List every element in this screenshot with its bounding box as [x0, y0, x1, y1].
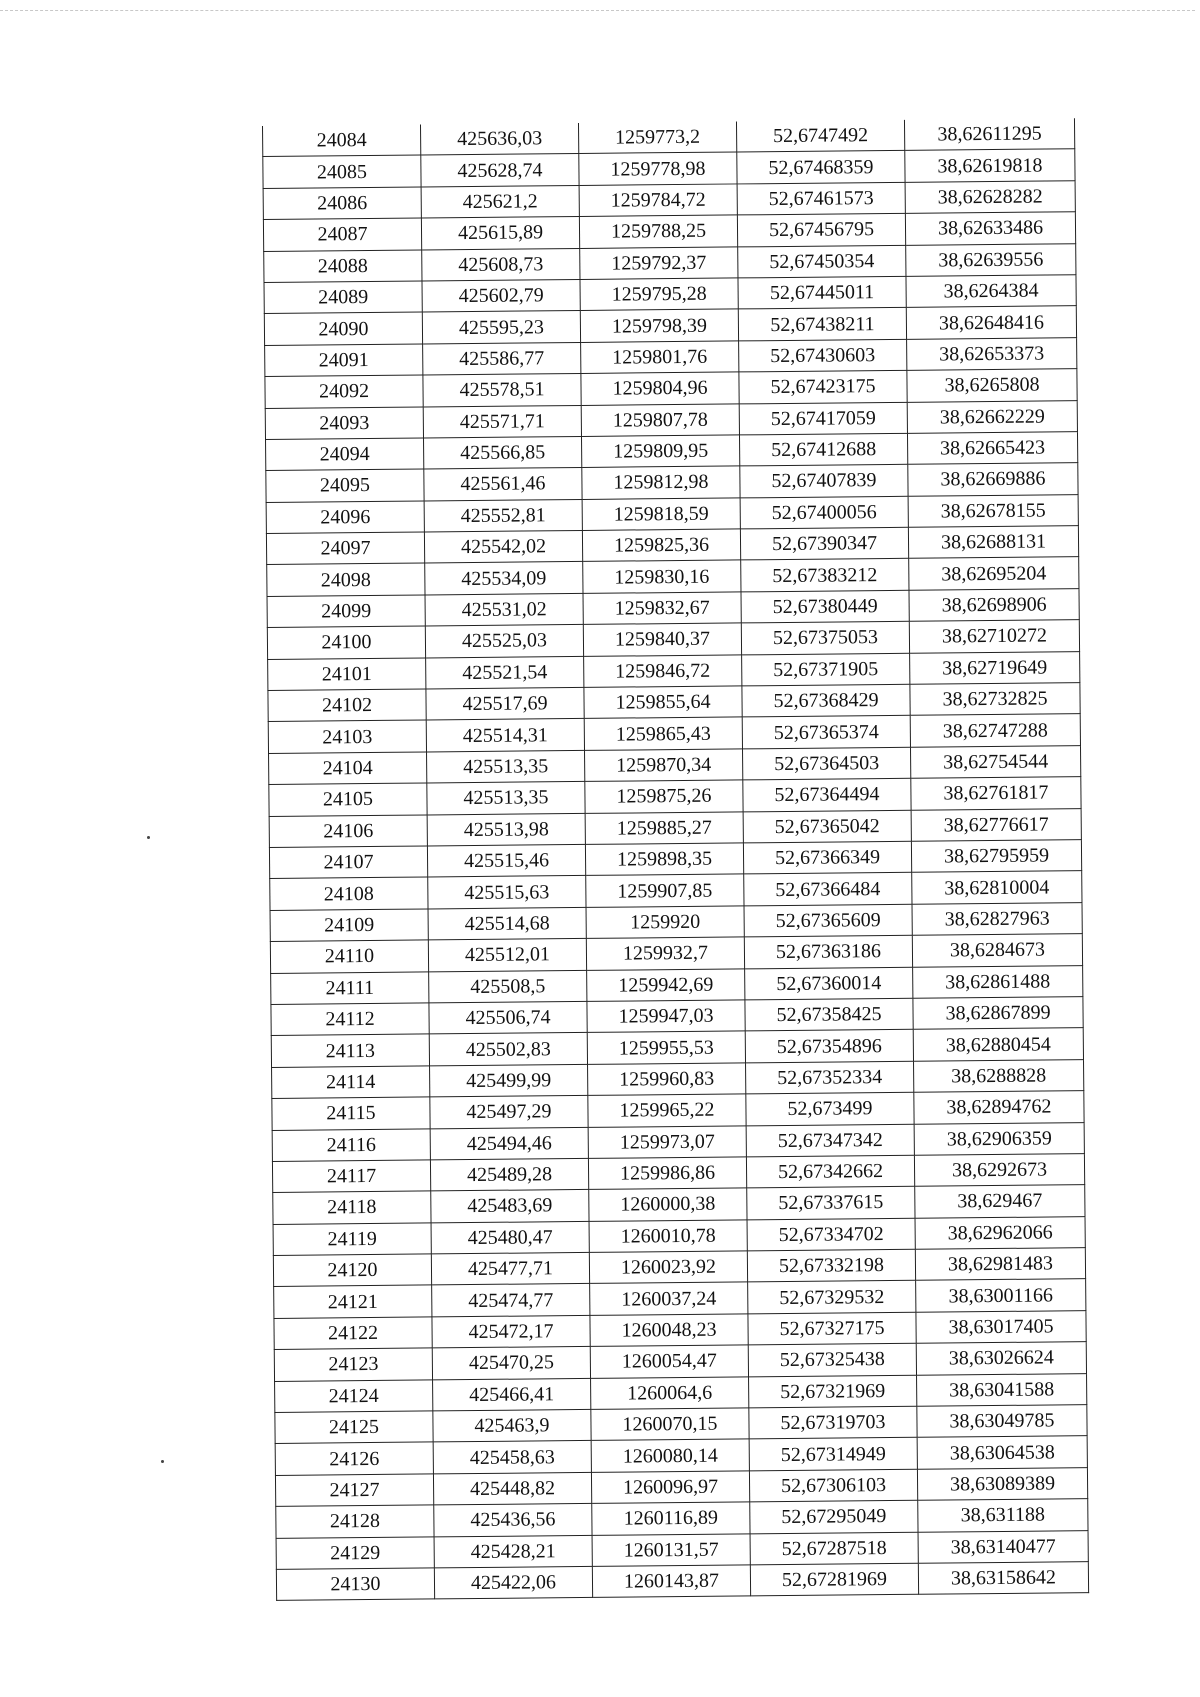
- point-number-cell: 24116: [272, 1128, 430, 1161]
- longitude-cell: 38,62665423: [907, 432, 1077, 465]
- latitude-cell: 52,67281969: [750, 1563, 918, 1596]
- point-number-cell: 24103: [268, 720, 426, 753]
- longitude-cell: 38,62633486: [905, 212, 1075, 245]
- point-number-cell: 24104: [269, 752, 427, 785]
- latitude-cell: 52,67287518: [750, 1532, 918, 1565]
- y-coordinate-cell: 1259788,25: [579, 215, 737, 248]
- longitude-cell: 38,62669886: [908, 463, 1078, 496]
- x-coordinate-cell: 425615,89: [421, 217, 579, 250]
- point-number-cell: 24097: [266, 532, 424, 565]
- x-coordinate-cell: 425477,71: [431, 1252, 589, 1285]
- x-coordinate-cell: 425525,03: [425, 625, 583, 658]
- x-coordinate-cell: 425508,5: [429, 970, 587, 1003]
- point-number-cell: 24089: [264, 281, 422, 314]
- y-coordinate-cell: 1260048,23: [590, 1314, 748, 1347]
- x-coordinate-cell: 425521,54: [426, 656, 584, 689]
- y-coordinate-cell: 1259865,43: [584, 717, 742, 750]
- longitude-cell: 38,63017405: [916, 1310, 1086, 1343]
- y-coordinate-cell: 1260131,57: [592, 1533, 750, 1566]
- point-number-cell: 24095: [266, 469, 424, 502]
- point-number-cell: 24110: [270, 940, 428, 973]
- point-number-cell: 24084: [262, 124, 420, 156]
- x-coordinate-cell: 425514,68: [428, 907, 586, 940]
- y-coordinate-cell: 1260010,78: [589, 1220, 747, 1253]
- y-coordinate-cell: 1259830,16: [583, 560, 741, 593]
- x-coordinate-cell: 425513,35: [427, 750, 585, 783]
- point-number-cell: 24102: [268, 689, 426, 722]
- y-coordinate-cell: 1259798,39: [580, 309, 738, 342]
- y-coordinate-cell: 1259807,78: [581, 403, 739, 436]
- point-number-cell: 24119: [273, 1223, 431, 1256]
- latitude-cell: 52,67358425: [745, 998, 913, 1031]
- longitude-cell: 38,63041588: [917, 1373, 1087, 1406]
- y-coordinate-cell: 1259965,22: [588, 1094, 746, 1127]
- point-number-cell: 24120: [273, 1254, 431, 1287]
- point-number-cell: 24113: [271, 1034, 429, 1067]
- latitude-cell: 52,67329532: [748, 1281, 916, 1314]
- longitude-cell: 38,62611295: [904, 118, 1074, 151]
- longitude-cell: 38,631188: [918, 1499, 1088, 1532]
- x-coordinate-cell: 425621,2: [421, 185, 579, 218]
- latitude-cell: 52,67445011: [738, 276, 906, 309]
- point-number-cell: 24091: [265, 344, 423, 377]
- longitude-cell: 38,63001166: [916, 1279, 1086, 1312]
- x-coordinate-cell: 425480,47: [431, 1221, 589, 1254]
- latitude-cell: 52,67383212: [741, 559, 909, 592]
- longitude-cell: 38,62880454: [913, 1028, 1083, 1061]
- y-coordinate-cell: 1259973,07: [588, 1125, 746, 1158]
- latitude-cell: 52,673499: [746, 1092, 914, 1125]
- point-number-cell: 24124: [275, 1380, 433, 1413]
- latitude-cell: 52,67327175: [748, 1312, 916, 1345]
- y-coordinate-cell: 1260037,24: [590, 1282, 748, 1315]
- point-number-cell: 24130: [276, 1568, 434, 1601]
- point-number-cell: 24125: [275, 1411, 433, 1444]
- latitude-cell: 52,6747492: [736, 120, 904, 153]
- latitude-cell: 52,67365609: [744, 904, 912, 937]
- x-coordinate-cell: 425422,06: [434, 1566, 592, 1599]
- longitude-cell: 38,6284673: [912, 934, 1082, 967]
- latitude-cell: 52,67342662: [746, 1155, 914, 1188]
- longitude-cell: 38,62761817: [911, 777, 1081, 810]
- longitude-cell: 38,62732825: [910, 683, 1080, 716]
- y-coordinate-cell: 1259809,95: [581, 435, 739, 468]
- x-coordinate-cell: 425552,81: [424, 499, 582, 532]
- scan-edge-line: [0, 10, 1195, 11]
- latitude-cell: 52,67295049: [750, 1500, 918, 1533]
- x-coordinate-cell: 425586,77: [423, 342, 581, 375]
- x-coordinate-cell: 425608,73: [422, 248, 580, 281]
- point-number-cell: 24115: [272, 1097, 430, 1130]
- longitude-cell: 38,62619818: [905, 149, 1075, 182]
- latitude-cell: 52,67306103: [749, 1469, 917, 1502]
- latitude-cell: 52,67371905: [742, 653, 910, 686]
- point-number-cell: 24112: [271, 1003, 429, 1036]
- latitude-cell: 52,67366349: [743, 841, 911, 874]
- latitude-cell: 52,67319703: [749, 1406, 917, 1439]
- x-coordinate-cell: 425497,29: [430, 1096, 588, 1129]
- x-coordinate-cell: 425517,69: [426, 687, 584, 720]
- latitude-cell: 52,67334702: [747, 1218, 915, 1251]
- longitude-cell: 38,62698906: [909, 589, 1079, 622]
- point-number-cell: 24094: [266, 438, 424, 471]
- x-coordinate-cell: 425595,23: [422, 311, 580, 344]
- x-coordinate-cell: 425436,56: [434, 1504, 592, 1537]
- y-coordinate-cell: 1259960,83: [588, 1063, 746, 1096]
- longitude-cell: 38,63064538: [917, 1436, 1087, 1469]
- y-coordinate-cell: 1259825,36: [582, 529, 740, 562]
- x-coordinate-cell: 425463,9: [433, 1409, 591, 1442]
- latitude-cell: 52,67365374: [742, 716, 910, 749]
- point-number-cell: 24086: [263, 187, 421, 220]
- longitude-cell: 38,62695204: [909, 557, 1079, 590]
- point-number-cell: 24108: [270, 877, 428, 910]
- longitude-cell: 38,63049785: [917, 1405, 1087, 1438]
- longitude-cell: 38,629467: [915, 1185, 1085, 1218]
- longitude-cell: 38,63140477: [918, 1530, 1088, 1563]
- point-number-cell: 24128: [276, 1505, 434, 1538]
- point-number-cell: 24100: [267, 626, 425, 659]
- y-coordinate-cell: 1259773,2: [578, 121, 736, 153]
- y-coordinate-cell: 1259898,35: [585, 843, 743, 876]
- x-coordinate-cell: 425499,99: [430, 1064, 588, 1097]
- longitude-cell: 38,6265808: [907, 369, 1077, 402]
- y-coordinate-cell: 1260070,15: [591, 1408, 749, 1441]
- point-number-cell: 24126: [275, 1442, 433, 1475]
- x-coordinate-cell: 425502,83: [429, 1033, 587, 1066]
- y-coordinate-cell: 1259947,03: [587, 1000, 745, 1033]
- y-coordinate-cell: 1259792,37: [580, 247, 738, 280]
- x-coordinate-cell: 425561,46: [424, 468, 582, 501]
- point-number-cell: 24087: [263, 218, 421, 251]
- latitude-cell: 52,67360014: [745, 967, 913, 1000]
- y-coordinate-cell: 1259875,26: [585, 780, 743, 813]
- table-row: [276, 1562, 1088, 1601]
- latitude-cell: 52,67332198: [747, 1249, 915, 1282]
- y-coordinate-cell: 1259832,67: [583, 592, 741, 625]
- latitude-cell: 52,67407839: [740, 465, 908, 498]
- point-number-cell: 24088: [264, 250, 422, 283]
- longitude-cell: 38,62754544: [910, 745, 1080, 778]
- x-coordinate-cell: 425566,85: [424, 436, 582, 469]
- longitude-cell: 38,62678155: [908, 494, 1078, 527]
- longitude-cell: 38,62648416: [906, 306, 1076, 339]
- y-coordinate-cell: 1259907,85: [586, 874, 744, 907]
- x-coordinate-cell: 425474,77: [432, 1284, 590, 1317]
- x-coordinate-cell: 425602,79: [422, 279, 580, 312]
- y-coordinate-cell: 1260096,97: [591, 1471, 749, 1504]
- latitude-cell: 52,67412688: [739, 433, 907, 466]
- coordinates-table-body: [262, 118, 1088, 1601]
- latitude-cell: 52,67368429: [742, 684, 910, 717]
- longitude-cell: 38,62962066: [915, 1216, 1085, 1249]
- latitude-cell: 52,67337615: [747, 1187, 915, 1220]
- y-coordinate-cell: 1259784,72: [579, 184, 737, 217]
- x-coordinate-cell: 425470,25: [432, 1347, 590, 1380]
- latitude-cell: 52,67438211: [738, 308, 906, 341]
- point-number-cell: 24129: [276, 1536, 434, 1569]
- point-number-cell: 24121: [274, 1285, 432, 1318]
- latitude-cell: 52,67347342: [746, 1124, 914, 1157]
- longitude-cell: 38,62639556: [906, 243, 1076, 276]
- longitude-cell: 38,6264384: [906, 275, 1076, 308]
- x-coordinate-cell: 425458,63: [433, 1441, 591, 1474]
- longitude-cell: 38,62894762: [914, 1091, 1084, 1124]
- point-number-cell: 24122: [274, 1317, 432, 1350]
- x-coordinate-cell: 425494,46: [430, 1127, 588, 1160]
- y-coordinate-cell: 1259840,37: [583, 623, 741, 656]
- x-coordinate-cell: 425534,09: [425, 562, 583, 595]
- y-coordinate-cell: 1259778,98: [579, 152, 737, 185]
- longitude-cell: 38,62710272: [909, 620, 1079, 653]
- x-coordinate-cell: 425514,31: [426, 719, 584, 752]
- y-coordinate-cell: 1259986,86: [588, 1157, 746, 1190]
- longitude-cell: 38,62653373: [907, 337, 1077, 370]
- point-number-cell: 24109: [270, 909, 428, 942]
- x-coordinate-cell: 425531,02: [425, 593, 583, 626]
- y-coordinate-cell: 1259804,96: [581, 372, 739, 405]
- longitude-cell: 38,62628282: [905, 180, 1075, 213]
- point-number-cell: 24085: [263, 155, 421, 188]
- x-coordinate-cell: 425571,71: [423, 405, 581, 438]
- longitude-cell: 38,62981483: [915, 1248, 1085, 1281]
- x-coordinate-cell: 425515,63: [428, 876, 586, 909]
- y-coordinate-cell: 1260080,14: [591, 1439, 749, 1472]
- latitude-cell: 52,67417059: [739, 402, 907, 435]
- longitude-cell: 38,62827963: [912, 902, 1082, 935]
- point-number-cell: 24101: [268, 658, 426, 691]
- y-coordinate-cell: 1259955,53: [587, 1031, 745, 1064]
- x-coordinate-cell: 425542,02: [424, 531, 582, 564]
- latitude-cell: 52,67461573: [737, 182, 905, 215]
- latitude-cell: 52,67456795: [737, 214, 905, 247]
- point-number-cell: 24114: [272, 1066, 430, 1099]
- y-coordinate-cell: 1259801,76: [581, 341, 739, 374]
- x-coordinate-cell: 425515,46: [427, 844, 585, 877]
- latitude-cell: 52,67363186: [744, 935, 912, 968]
- point-number-cell: 24111: [271, 971, 429, 1004]
- x-coordinate-cell: 425448,82: [433, 1472, 591, 1505]
- latitude-cell: 52,67390347: [740, 527, 908, 560]
- latitude-cell: 52,67380449: [741, 590, 909, 623]
- longitude-cell: 38,63158642: [918, 1562, 1088, 1595]
- y-coordinate-cell: 1260143,87: [592, 1565, 750, 1598]
- latitude-cell: 52,67314949: [749, 1438, 917, 1471]
- y-coordinate-cell: 1259920: [586, 906, 744, 939]
- y-coordinate-cell: 1259795,28: [580, 278, 738, 311]
- x-coordinate-cell: 425513,98: [427, 813, 585, 846]
- point-number-cell: 24106: [269, 815, 427, 848]
- x-coordinate-cell: 425636,03: [420, 123, 578, 155]
- latitude-cell: 52,67375053: [741, 622, 909, 655]
- latitude-cell: 52,67364503: [742, 747, 910, 780]
- x-coordinate-cell: 425506,74: [429, 1001, 587, 1034]
- longitude-cell: 38,62776617: [911, 808, 1081, 841]
- point-number-cell: 24107: [269, 846, 427, 879]
- point-number-cell: 24118: [273, 1191, 431, 1224]
- latitude-cell: 52,67321969: [749, 1375, 917, 1408]
- coordinates-table-container: [262, 118, 1088, 1601]
- latitude-cell: 52,67400056: [740, 496, 908, 529]
- latitude-cell: 52,67450354: [738, 245, 906, 278]
- latitude-cell: 52,67352334: [746, 1061, 914, 1094]
- y-coordinate-cell: 1259818,59: [582, 498, 740, 531]
- y-coordinate-cell: 1260064,6: [591, 1377, 749, 1410]
- latitude-cell: 52,67365042: [743, 810, 911, 843]
- x-coordinate-cell: 425513,35: [427, 782, 585, 815]
- latitude-cell: 52,67430603: [739, 339, 907, 372]
- point-number-cell: 24098: [267, 563, 425, 596]
- longitude-cell: 38,62662229: [907, 400, 1077, 433]
- point-number-cell: 24090: [264, 312, 422, 345]
- y-coordinate-cell: 1260023,92: [589, 1251, 747, 1284]
- longitude-cell: 38,63026624: [916, 1342, 1086, 1375]
- x-coordinate-cell: 425472,17: [432, 1315, 590, 1348]
- latitude-cell: 52,67325438: [748, 1344, 916, 1377]
- latitude-cell: 52,67366484: [744, 873, 912, 906]
- longitude-cell: 38,62747288: [910, 714, 1080, 747]
- y-coordinate-cell: 1260054,47: [590, 1345, 748, 1378]
- latitude-cell: 52,67423175: [739, 370, 907, 403]
- latitude-cell: 52,67364494: [743, 779, 911, 812]
- longitude-cell: 38,62867899: [913, 997, 1083, 1030]
- longitude-cell: 38,63089389: [917, 1467, 1087, 1500]
- y-coordinate-cell: 1259812,98: [582, 466, 740, 499]
- point-number-cell: 24105: [269, 783, 427, 816]
- y-coordinate-cell: 1259885,27: [585, 812, 743, 845]
- x-coordinate-cell: 425489,28: [430, 1158, 588, 1191]
- point-number-cell: 24093: [265, 406, 423, 439]
- x-coordinate-cell: 425628,74: [421, 154, 579, 187]
- y-coordinate-cell: 1259846,72: [584, 655, 742, 688]
- y-coordinate-cell: 1260116,89: [592, 1502, 750, 1535]
- point-number-cell: 24117: [272, 1160, 430, 1193]
- y-coordinate-cell: 1259855,64: [584, 686, 742, 719]
- longitude-cell: 38,62861488: [913, 965, 1083, 998]
- y-coordinate-cell: 1259870,34: [585, 749, 743, 782]
- longitude-cell: 38,62810004: [912, 871, 1082, 904]
- longitude-cell: 38,62906359: [914, 1122, 1084, 1155]
- y-coordinate-cell: 1259932,7: [586, 937, 744, 970]
- scan-speck: [161, 1460, 164, 1463]
- x-coordinate-cell: 425466,41: [433, 1378, 591, 1411]
- longitude-cell: 38,62795959: [911, 840, 1081, 873]
- longitude-cell: 38,6288828: [914, 1059, 1084, 1092]
- x-coordinate-cell: 425428,21: [434, 1535, 592, 1568]
- point-number-cell: 24092: [265, 375, 423, 408]
- x-coordinate-cell: 425483,69: [431, 1190, 589, 1223]
- point-number-cell: 24127: [275, 1474, 433, 1507]
- longitude-cell: 38,62719649: [910, 651, 1080, 684]
- longitude-cell: 38,62688131: [908, 526, 1078, 559]
- coordinates-table: [262, 118, 1089, 1601]
- point-number-cell: 24099: [267, 595, 425, 628]
- y-coordinate-cell: 1260000,38: [589, 1188, 747, 1221]
- y-coordinate-cell: 1259942,69: [587, 968, 745, 1001]
- point-number-cell: 24123: [274, 1348, 432, 1381]
- latitude-cell: 52,67354896: [745, 1030, 913, 1063]
- scan-speck: [147, 836, 150, 839]
- x-coordinate-cell: 425512,01: [428, 939, 586, 972]
- longitude-cell: 38,6292673: [914, 1154, 1084, 1187]
- x-coordinate-cell: 425578,51: [423, 374, 581, 407]
- point-number-cell: 24096: [266, 501, 424, 534]
- latitude-cell: 52,67468359: [737, 151, 905, 184]
